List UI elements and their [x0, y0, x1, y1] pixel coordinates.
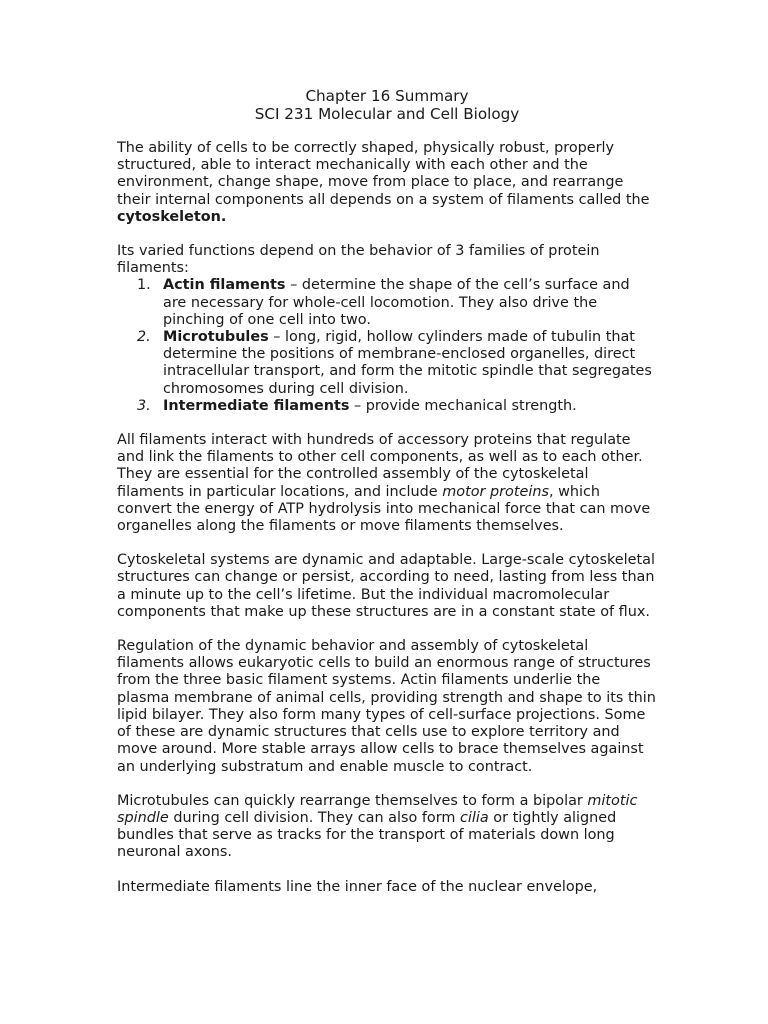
families-list	[117, 277, 657, 415]
document-page	[117, 88, 657, 913]
microtubules-text-b: during cell division. They can also form	[168, 809, 460, 826]
intro-text: The ability of cells to be correctly shaped, physically robust, properly structured, able to interact mechanically with each other and the environment, change shape, move from place to place, and rearrange their internal components all depends on a system of filaments called the	[117, 140, 650, 208]
list-number: 1.	[137, 277, 151, 294]
microtubules-text-c: or tightly aligned bundles that serve as tracks for the transport of materials down long neuronal axons.	[117, 809, 617, 861]
list-text: – provide mechanical strength.	[349, 397, 577, 414]
motor-proteins-term: motor proteins	[442, 483, 549, 500]
cytoskeleton-term: cytoskeleton.	[117, 208, 227, 225]
list-item	[117, 277, 657, 329]
mitotic-spindle-term: mitotic spindle	[117, 792, 638, 826]
cilia-term: cilia	[459, 809, 489, 826]
list-term: Microtubules	[163, 329, 269, 346]
dynamic-paragraph: Cytoskeletal systems are dynamic and adaptable. Large-scale cytoskeletal structures can change or persist, according to need, lasting from less than a minute up to the cell’s lifetime. But the individual macromolecular components that make up these structures are in a constant state of flux.	[117, 552, 655, 620]
list-item	[117, 398, 657, 415]
list-number: 3.	[137, 397, 151, 414]
chapter-title: Chapter 16 Summary	[305, 87, 469, 105]
list-term: Intermediate filaments	[163, 397, 350, 414]
list-number: 2.	[137, 329, 151, 346]
intro-paragraph	[117, 140, 657, 226]
intermediate-paragraph: Intermediate filaments line the inner face of the nuclear envelope,	[117, 878, 598, 895]
accessory-paragraph	[117, 432, 657, 535]
list-term: Actin filaments	[163, 277, 286, 294]
microtubules-paragraph	[117, 793, 657, 862]
microtubules-text-a: Microtubules can quickly rearrange themselves to form a bipolar	[117, 792, 588, 809]
list-text: – determine the shape of the cell’s surface and are necessary for whole-cell locomotion. They also drive the pinching of one cell into two.	[163, 277, 630, 328]
course-title: SCI 231 Molecular and Cell Biology	[254, 104, 520, 123]
list-text: – long, rigid, hollow cylinders made of tubulin that determine the positions of membrane-enclosed organelles, direct intracellular transport, and form the mitotic spindle that segregates chromosomes during cell division.	[163, 329, 652, 397]
accessory-text-b: , which convert the energy of ATP hydrolysis into mechanical force that can move organelles along the filaments or move filaments themselves.	[117, 483, 651, 535]
families-lead: Its varied functions depend on the behavior of 3 families of protein filaments:	[117, 243, 600, 277]
families-section	[117, 243, 657, 415]
regulation-paragraph: Regulation of the dynamic behavior and assembly of cytoskeletal filaments allows eukaryotic cells to build an enormous range of structures from the three basic filament systems. Actin filaments underlie the plasma membrane of animal cells, providing strength and shape to its thin lipid bilayer. They also form many types of cell-surface projections. Some of these are dynamic structures that cells use to explore territory and move around. More stable arrays allow cells to brace themselves against an underlying substratum and enable muscle to contract.	[117, 638, 656, 775]
accessory-text-a: All filaments interact with hundreds of accessory proteins that regulate and link the filaments to other cell components, as well as to each other. They are essential for the controlled assembly of the cytoskeletal filaments in particular locations, and include	[117, 432, 643, 500]
list-item	[117, 329, 657, 398]
title-block	[117, 88, 657, 123]
